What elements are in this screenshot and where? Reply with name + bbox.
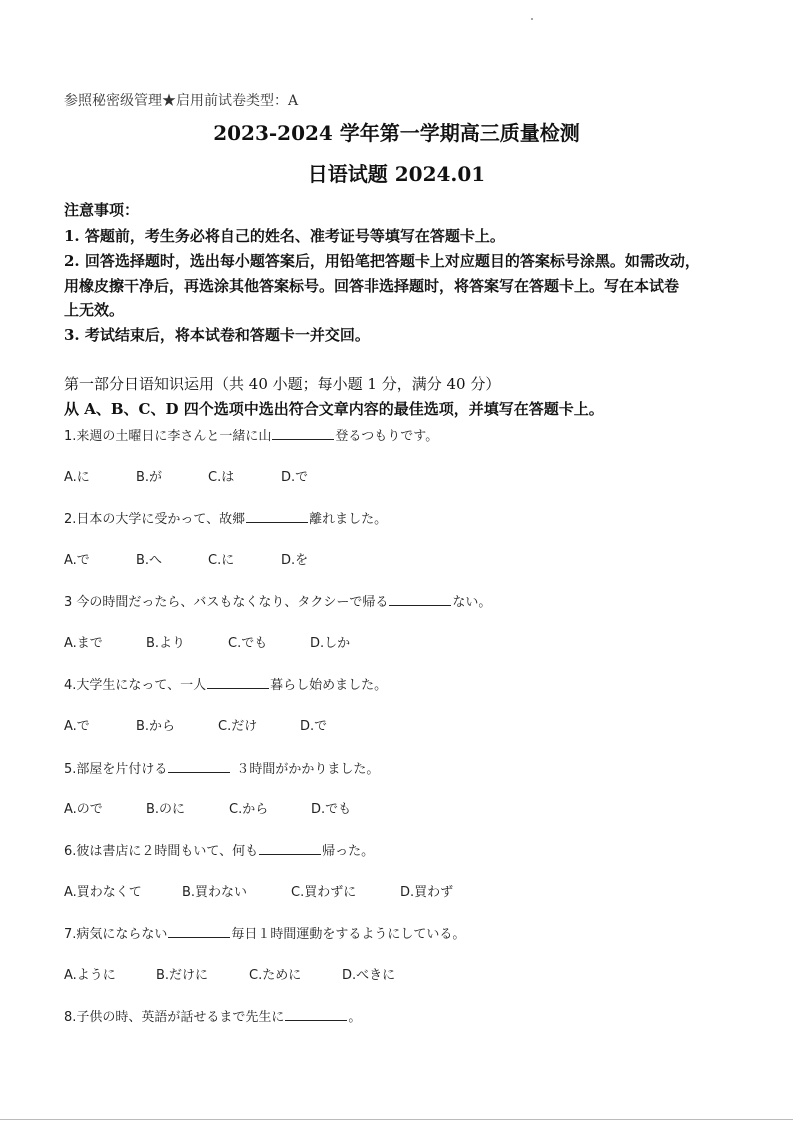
section-title: 第一部分日语知识运用（共 40 小题；每小题 1 分，满分 40 分） bbox=[64, 375, 501, 393]
answer-blank bbox=[259, 840, 321, 855]
answer-blank bbox=[168, 923, 230, 938]
option-c: C.だけ bbox=[218, 719, 258, 734]
question-4 bbox=[64, 674, 387, 693]
answer-blank bbox=[285, 1006, 347, 1021]
question-1 bbox=[64, 425, 438, 444]
question-text: ない。 bbox=[452, 595, 492, 610]
option-a: A.に bbox=[64, 470, 90, 485]
option-b: B.買わない bbox=[182, 885, 248, 900]
answer-blank bbox=[207, 674, 269, 689]
answer-blank bbox=[389, 591, 451, 606]
option-d: D.で bbox=[281, 470, 309, 485]
option-a: A.で bbox=[64, 719, 90, 734]
exam-subtitle: 日语试题 2024.01 bbox=[307, 162, 486, 186]
answer-blank bbox=[246, 508, 308, 523]
option-b: B.より bbox=[146, 636, 186, 651]
question-text: 6.彼は書店に２時間もいて、何も bbox=[64, 844, 259, 859]
option-b: B.から bbox=[136, 719, 176, 734]
option-a: A.まで bbox=[64, 636, 103, 651]
answer-blank bbox=[168, 758, 230, 773]
question-text: 5.部屋を片付ける bbox=[64, 762, 168, 777]
exam-title: 2023-2024 学年第一学期高三质量检测 bbox=[213, 121, 580, 145]
note-item: 用橡皮擦干净后，再选涂其他答案标号。回答非选择题时，将答案写在答题卡上。写在本试卷 bbox=[64, 277, 680, 295]
question-text: 。 bbox=[348, 1010, 362, 1025]
page-bottom-edge bbox=[0, 1119, 793, 1120]
question-5 bbox=[64, 758, 379, 777]
question-3 bbox=[64, 591, 491, 610]
question-text: 7.病気にならない bbox=[64, 927, 168, 942]
question-text: 暮らし始めました。 bbox=[270, 678, 388, 693]
option-c: C.は bbox=[208, 470, 235, 485]
scan-dot bbox=[531, 18, 533, 20]
option-b: B.だけに bbox=[156, 968, 209, 983]
answer-blank bbox=[272, 425, 334, 440]
option-c: C.に bbox=[208, 553, 235, 568]
secret-level-line: 参照秘密级管理★启用前试卷类型：A bbox=[64, 93, 299, 109]
option-c: C.でも bbox=[228, 636, 268, 651]
option-d: D.を bbox=[281, 553, 309, 568]
question-7 bbox=[64, 923, 465, 942]
question-text: 離れました。 bbox=[309, 512, 388, 527]
question-text: 1.来週の土曜日に李さんと一緒に山 bbox=[64, 429, 272, 444]
question-text: 8.子供の時、英語が話せるまで先生に bbox=[64, 1010, 285, 1025]
option-a: A.ように bbox=[64, 968, 116, 983]
option-c: C.から bbox=[229, 802, 269, 817]
option-b: B.のに bbox=[146, 802, 186, 817]
option-d: D.でも bbox=[311, 802, 352, 817]
question-text: 3 今の時間だったら、バスもなくなり、タクシーで帰る bbox=[64, 595, 389, 610]
option-a: A.で bbox=[64, 553, 90, 568]
note-item: 2. 回答选择题时，选出每小题答案后，用铅笔把答题卡上对应题目的答案标号涂黑。如需改动， bbox=[64, 252, 700, 270]
option-c: C.買わずに bbox=[291, 885, 357, 900]
question-text: 2.日本の大学に受かって、故郷 bbox=[64, 512, 246, 527]
option-b: B.へ bbox=[136, 553, 163, 568]
option-c: C.ために bbox=[249, 968, 302, 983]
question-2 bbox=[64, 508, 387, 527]
question-text: 4.大学生になって、一人 bbox=[64, 678, 207, 693]
question-text: 毎日１時間運動をするようにしている。 bbox=[231, 927, 466, 942]
note-item: 1. 答题前，考生务必将自己的姓名、准考证号等填写在答题卡上。 bbox=[64, 227, 505, 245]
question-text: 帰った。 bbox=[322, 844, 375, 859]
option-d: D.買わず bbox=[400, 885, 454, 900]
option-b: B.が bbox=[136, 470, 163, 485]
option-d: D.べきに bbox=[342, 968, 396, 983]
question-text: ３時間がかかりました。 bbox=[236, 762, 380, 777]
option-d: D.で bbox=[300, 719, 328, 734]
note-item: 3. 考试结束后，将本试卷和答题卡一并交回。 bbox=[64, 326, 370, 344]
option-a: A.ので bbox=[64, 802, 103, 817]
option-a: A.買わなくて bbox=[64, 885, 142, 900]
option-d: D.しか bbox=[310, 636, 351, 651]
question-8 bbox=[64, 1006, 361, 1025]
question-6 bbox=[64, 840, 374, 859]
note-item: 上无效。 bbox=[64, 301, 125, 319]
notes-heading: 注意事项： bbox=[64, 201, 140, 219]
section-instruction: 从 A、B、C、D 四个选项中选出符合文章内容的最佳选项，并填写在答题卡上。 bbox=[64, 400, 604, 418]
question-text: 登るつもりです。 bbox=[335, 429, 439, 444]
